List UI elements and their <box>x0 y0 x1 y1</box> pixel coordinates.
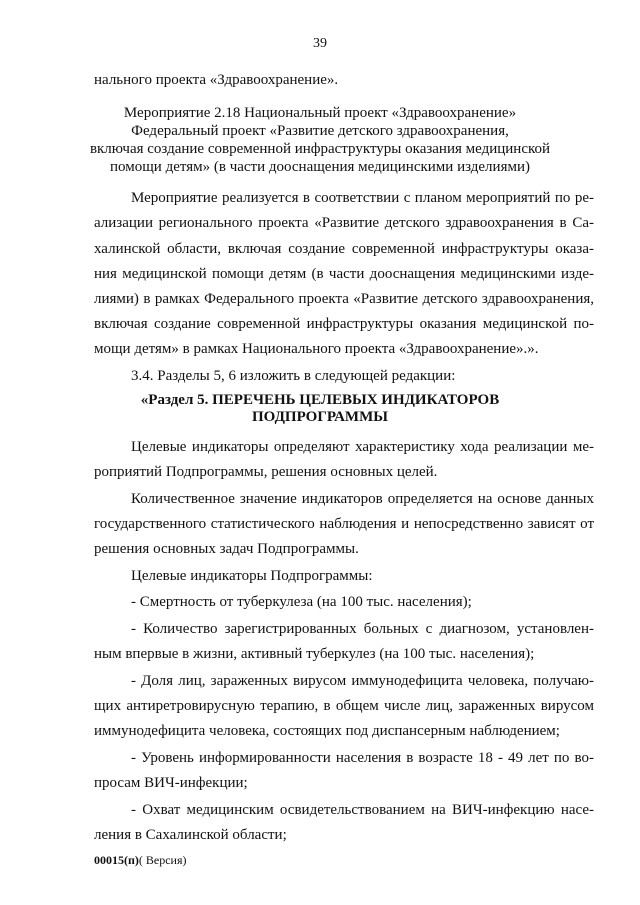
page-number: 39 <box>313 36 327 51</box>
list-item: просам ВИЧ-инфекции; <box>94 775 248 791</box>
activity-heading-line: Федеральный проект «Развитие детского здравоохранения, <box>131 123 509 139</box>
text-line: государственного статистического наблюдения и непосредственно зависят от <box>94 516 594 532</box>
text-line: халинской области, включая создание современной инфраструктуры оказа- <box>94 241 594 257</box>
list-item: - Доля лиц, зараженных вирусом иммунодефицита человека, получаю- <box>131 673 594 689</box>
activity-heading-line: Мероприятие 2.18 Национальный проект «Здравоохранение» <box>123 105 517 121</box>
document-footer <box>94 853 187 868</box>
text-line: решения основных задач Подпрограммы. <box>94 541 359 557</box>
list-item: - Охват медицинским освидетельствованием на ВИЧ-инфекцию насе- <box>131 802 594 818</box>
activity-heading-line: включая создание современной инфраструктуры оказания медицинской <box>89 141 551 157</box>
text-line: включая создание современной инфраструктуры оказания медицинской по- <box>94 316 594 332</box>
document-version: ( Версия) <box>138 853 187 867</box>
list-item: иммунодефицита человека, состоящих под диспансерным наблюдением; <box>94 723 560 739</box>
text-line: нального проекта «Здравоохранение». <box>94 72 339 88</box>
text-line: ализации регионального проекта «Развитие детского здравоохранения в Са- <box>94 215 594 231</box>
text-line: Целевые индикаторы определяют характеристику хода реализации ме- <box>131 439 594 455</box>
text-line: 3.4. Разделы 5, 6 изложить в следующей редакции: <box>131 368 456 384</box>
list-item: - Уровень информированности населения в возрасте 18 - 49 лет по во- <box>131 750 594 766</box>
text-line: Количественное значение индикаторов определяется на основе данных <box>131 491 594 507</box>
text-line: роприятий Подпрограммы, решения основных целей. <box>94 464 438 480</box>
section-heading: ПОДПРОГРАММЫ <box>252 409 388 425</box>
section-heading: «Раздел 5. ПЕРЕЧЕНЬ ЦЕЛЕВЫХ ИНДИКАТОРОВ <box>140 392 500 408</box>
list-item: - Смертность от туберкулеза (на 100 тыс. населения); <box>131 594 472 610</box>
list-item: - Количество зарегистрированных больных с диагнозом, установлен- <box>131 621 594 637</box>
text-line: мощи детям» в рамках Национального проекта «Здравоохранение».». <box>94 341 539 357</box>
activity-heading-line: помощи детям» (в части дооснащения медицинскими изделиями) <box>110 159 530 175</box>
list-item: ным впервые в жизни, активный туберкулез (на 100 тыс. населения); <box>94 646 535 662</box>
text-line: лиями) в рамках Федерального проекта «Развитие детского здравоохранения, <box>94 291 594 307</box>
document-code: 00015(п) <box>94 853 139 867</box>
list-item: ления в Сахалинской области; <box>94 827 287 843</box>
list-item: щих антиретровирусную терапию, в общем числе лиц, зараженных вирусом <box>94 698 594 714</box>
text-line: ния медицинской помощи детям (в части дооснащения медицинскими изде- <box>94 266 594 282</box>
text-line: Целевые индикаторы Подпрограммы: <box>131 568 373 584</box>
text-line: Мероприятие реализуется в соответствии с планом мероприятий по ре- <box>131 190 594 206</box>
